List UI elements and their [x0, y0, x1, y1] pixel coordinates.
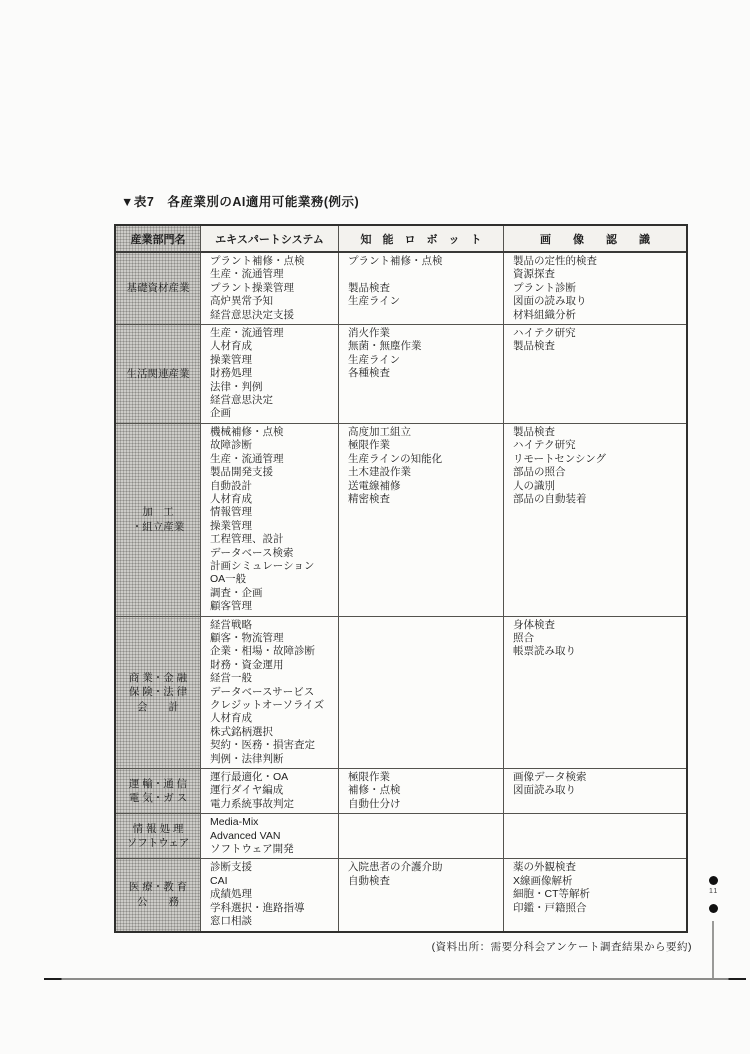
cell-line: 消火作業 — [348, 327, 390, 340]
cell-line: 学科選択・進路指導 — [210, 901, 305, 914]
cell-line: 資源探査 — [513, 268, 555, 281]
cell-line: ハイテク研究 — [513, 327, 576, 340]
cell-line: 財務・資金運用 — [210, 658, 284, 671]
industry-label-cell — [116, 859, 201, 930]
cell-line: 経営意思決定 — [210, 394, 273, 407]
cell-line: 操業管理 — [210, 519, 252, 532]
cell-line: 薬の外観検査 — [513, 861, 576, 874]
cell-line: 製品検査 — [513, 340, 555, 353]
cell-line: 印鑑・戸籍照合 — [513, 901, 587, 914]
image-recognition-cell — [504, 814, 686, 858]
cell-line: 生産ライン — [348, 295, 401, 308]
cell-line: 顧客管理 — [210, 600, 252, 613]
industry-label-line: 商 業・金 融 — [128, 671, 188, 684]
cell-line: 生産ライン — [348, 353, 401, 366]
cell-line: 土木建設作業 — [348, 466, 411, 479]
expert-system-cell — [201, 424, 339, 616]
cell-line: 企画 — [210, 407, 231, 420]
cell-line: X線画像解析 — [513, 874, 573, 887]
cell-line: 電力系統事故判定 — [210, 797, 294, 810]
table-row — [116, 617, 686, 769]
industry-label-cell — [116, 424, 201, 616]
cell-line: CAI — [210, 874, 228, 887]
scan-punch-dot-bottom — [709, 904, 718, 913]
industry-label-cell — [116, 769, 201, 813]
cell-line: ハイテク研究 — [513, 439, 576, 452]
cell-line: 入院患者の介護介助 — [348, 861, 443, 874]
cell-line: 故障診断 — [210, 439, 252, 452]
expert-system-cell — [201, 617, 339, 768]
table-title: ▼表7 各産業別のAI適用可能業務(例示) — [121, 195, 360, 209]
scan-page-edge-line — [712, 921, 714, 980]
cell-line: 各種検査 — [348, 367, 390, 380]
table-row — [116, 859, 686, 930]
cell-line: 照合 — [513, 631, 534, 644]
industry-label-line: 運 輸・通 信 — [128, 777, 188, 790]
table-row — [116, 769, 686, 814]
scan-bottom-rule — [44, 978, 746, 980]
industry-label-line: 電 気・ガ ス — [128, 792, 188, 805]
cell-line: 自動設計 — [210, 479, 252, 492]
cell-line: 自動仕分け — [348, 797, 401, 810]
expert-system-cell — [201, 253, 339, 324]
expert-system-cell — [201, 769, 339, 813]
cell-line: 人材育成 — [210, 492, 252, 505]
cell-line: 経営一般 — [210, 672, 252, 685]
cell-line: 運行ダイヤ編成 — [210, 784, 284, 797]
cell-line: 生産・流通管理 — [210, 327, 284, 340]
cell-line: Media-Mix — [210, 816, 259, 829]
header-image-recognition: 画 像 認 識 — [540, 234, 650, 246]
image-recognition-cell — [504, 424, 686, 616]
cell-line: 生産ラインの知能化 — [348, 452, 443, 465]
cell-line: 製品開発支援 — [210, 466, 273, 479]
intelligent-robot-cell — [339, 325, 504, 423]
cell-line: 極限作業 — [348, 439, 390, 452]
cell-line: 送電線補修 — [348, 479, 401, 492]
cell-line: 経営戦略 — [210, 618, 252, 631]
cell-line: データベースサービス — [210, 685, 315, 698]
ai-application-table — [114, 224, 688, 933]
cell-line: 人材育成 — [210, 712, 252, 725]
cell-line: Advanced VAN — [210, 829, 281, 842]
table-body — [116, 253, 686, 931]
cell-line: 極限作業 — [348, 771, 390, 784]
expert-system-cell — [201, 325, 339, 423]
industry-label-line: 公 務 — [137, 895, 179, 908]
industry-label-cell — [116, 253, 201, 324]
cell-line: 機械補修・点検 — [210, 425, 284, 438]
cell-line: 運行最適化・OA — [210, 771, 289, 784]
cell-line: 調査・企画 — [210, 586, 263, 599]
cell-line: リモートセンシング — [513, 452, 607, 465]
cell-line: 契約・医務・損害査定 — [210, 739, 315, 752]
table-row — [116, 253, 686, 325]
cell-line: 帳票読み取り — [513, 645, 576, 658]
cell-line: 精密検査 — [348, 492, 390, 505]
page-number: 11 — [709, 888, 719, 895]
expert-system-cell — [201, 859, 339, 930]
image-recognition-cell — [504, 325, 686, 423]
cell-line: 無菌・無塵作業 — [348, 340, 422, 353]
cell-line: クレジットオーソライズ — [210, 699, 325, 711]
image-recognition-cell — [504, 859, 686, 930]
cell-line: 製品検査 — [348, 281, 390, 294]
cell-line: 生産・流通管理 — [210, 268, 284, 281]
cell-line: 工程管理、設計 — [210, 533, 284, 546]
table-row — [116, 814, 686, 859]
cell-line: 図面の読み取り — [513, 295, 587, 308]
cell-line: 自動検査 — [348, 874, 390, 887]
industry-label-line: 保 険・法 律 — [128, 686, 188, 699]
cell-line: 人の識別 — [513, 479, 555, 492]
scan-punch-dot-top — [709, 876, 718, 885]
cell-line: 人材育成 — [210, 340, 252, 353]
cell-line — [348, 268, 501, 281]
cell-line: 画像データ検索 — [513, 771, 587, 784]
cell-line: データベース検索 — [210, 546, 294, 559]
cell-line: 高度加工組立 — [348, 425, 411, 438]
image-recognition-cell — [504, 253, 686, 324]
expert-system-cell — [201, 814, 339, 858]
header-industry-sector: 産業部門名 — [116, 226, 201, 251]
cell-line: 窓口相談 — [210, 915, 252, 928]
cell-line: 計画シミュレーション — [210, 559, 315, 572]
cell-line: 製品の定性的検査 — [513, 255, 597, 267]
header-intelligent-robot: 知 能 ロ ボ ッ ト — [339, 226, 504, 251]
table-row — [116, 325, 686, 424]
cell-line: 高炉異常予知 — [210, 295, 273, 308]
industry-label-line: 生活関連産業 — [126, 367, 190, 380]
industry-label-line: 加 工 — [142, 506, 174, 519]
cell-line: 操業管理 — [210, 353, 252, 366]
industry-label-line: 基礎資材産業 — [126, 282, 190, 295]
table-row — [116, 424, 686, 617]
cell-line: 診断支援 — [210, 861, 252, 874]
cell-line: 補修・点検 — [348, 784, 401, 797]
cell-line: 法律・判例 — [210, 380, 263, 393]
cell-line: 生産・流通管理 — [210, 452, 284, 465]
intelligent-robot-cell — [339, 617, 504, 768]
image-recognition-cell — [504, 617, 686, 768]
industry-label-line: 会 計 — [137, 700, 179, 713]
cell-line: 企業・相場・故障診断 — [210, 645, 315, 658]
intelligent-robot-cell — [339, 859, 504, 930]
header-expert-system: エキスパートシステム — [201, 226, 339, 251]
cell-line: 経営意思決定支援 — [210, 308, 294, 321]
intelligent-robot-cell — [339, 814, 504, 858]
cell-line: プラント補修・点検 — [348, 255, 443, 267]
intelligent-robot-cell — [339, 769, 504, 813]
cell-line: 判例・法律判断 — [210, 752, 284, 765]
cell-line: 部品の自動装着 — [513, 492, 587, 505]
source-note: (資料出所：需要分科会アンケート調査結果から要約) — [431, 941, 692, 953]
industry-label-cell — [116, 617, 201, 768]
industry-label-line: 医 療・教 育 — [128, 881, 188, 894]
cell-line: 製品検査 — [513, 425, 555, 438]
cell-line: 顧客・物流管理 — [210, 631, 284, 644]
cell-line: 情報管理 — [210, 506, 252, 519]
cell-line: OA一般 — [210, 573, 247, 586]
cell-line: 細胞・CT等解析 — [513, 888, 590, 901]
industry-label-line: 情 報 処 理 — [132, 822, 184, 835]
cell-line: 成績処理 — [210, 888, 252, 901]
industry-label-cell — [116, 325, 201, 423]
cell-line: 株式銘柄選択 — [210, 725, 273, 738]
cell-line: プラント補修・点検 — [210, 255, 305, 267]
cell-line: 部品の照合 — [513, 466, 566, 479]
intelligent-robot-cell — [339, 253, 504, 324]
intelligent-robot-cell — [339, 424, 504, 616]
cell-line: プラント操業管理 — [210, 281, 294, 294]
cell-line: 身体検査 — [513, 618, 555, 631]
image-recognition-cell — [504, 769, 686, 813]
cell-line: 図面読み取り — [513, 784, 576, 797]
table-header-row — [116, 226, 686, 253]
cell-line: 材料組織分析 — [513, 308, 576, 321]
cell-line: 財務処理 — [210, 367, 252, 380]
industry-label-line: ・組立産業 — [131, 520, 185, 533]
cell-line: プラント診断 — [513, 281, 576, 294]
cell-line: ソフトウェア開発 — [210, 843, 294, 856]
industry-label-line: ソフトウェア — [126, 837, 190, 850]
industry-label-cell — [116, 814, 201, 858]
